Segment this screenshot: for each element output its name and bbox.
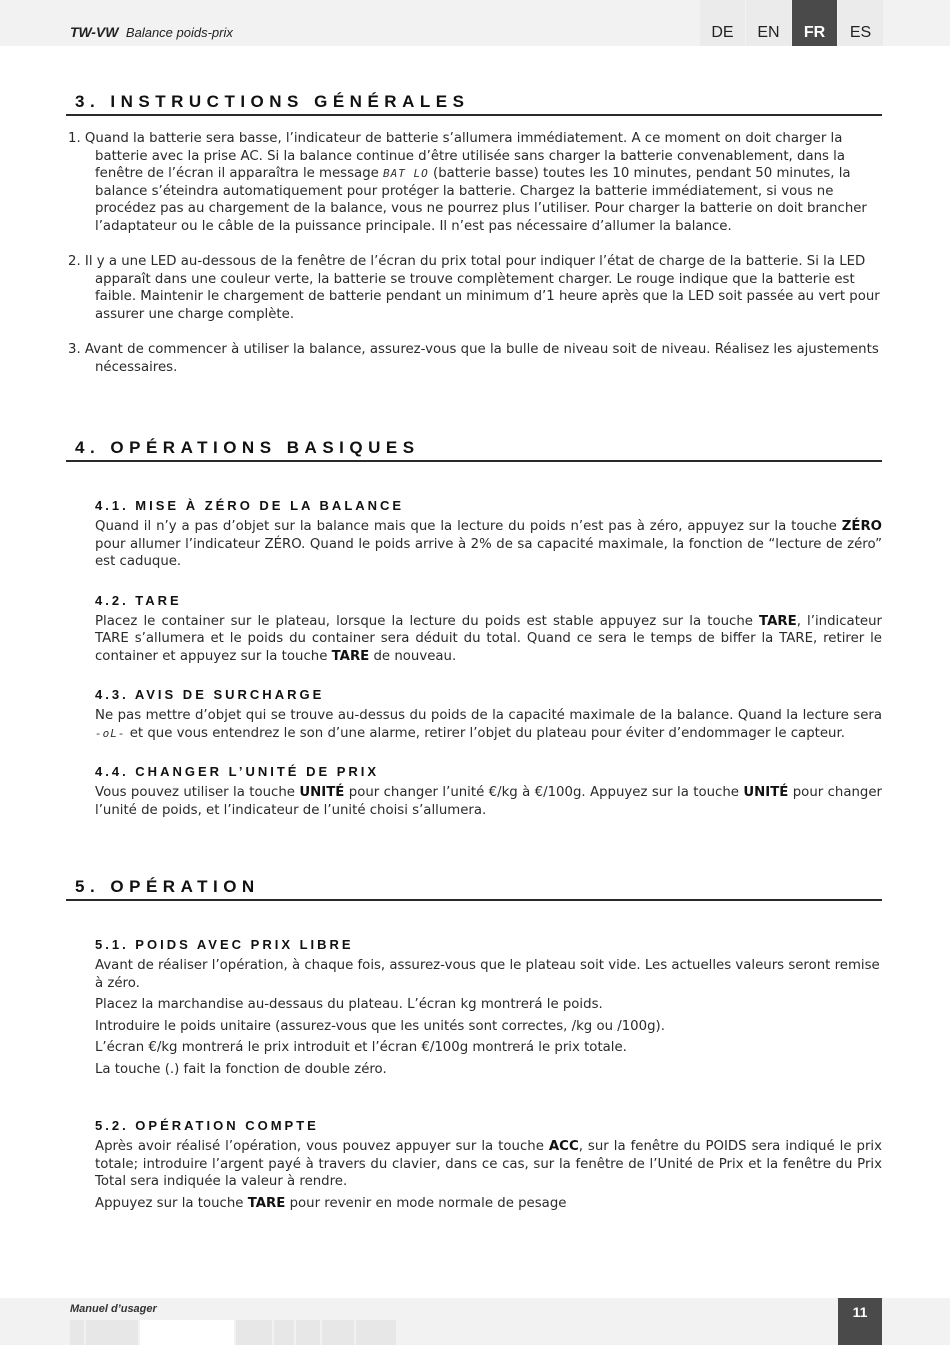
tab-lang-fr[interactable]: FR [792, 0, 837, 46]
lcd-overload: -oL- [95, 726, 126, 740]
paragraph-tare-text-c: de nouveau. [369, 648, 457, 664]
paragraph-zero-text-b: pour allumer l’indicateur ZÉRO. Quand le poids arrive à 2% de sa capacité maximale, la fonction de “lecture de zéro” est caduque. [95, 536, 882, 569]
paragraph-account-2-text-a: Appuyez sur la touche [95, 1195, 248, 1211]
footer-block [86, 1320, 138, 1345]
instruction-2-text: Il y a une LED au-dessous de la fenêtre de l’écran du prix total pour indiquer l’état de charge de la batterie. Si la LED apparaît dans une couleur verte, la batterie se trouve complètement charger. Le rouge indique que la batterie est faible. Maintenir le chargement de batterie pendant un minimum d’1 heure après que la LED soit passée au vert pour assurer une charge complète. [84, 254, 880, 322]
tab-lang-es[interactable]: ES [838, 0, 883, 46]
paragraph-tare-text-a: Placez le container sur le plateau, lorsque la lecture du poids est stable appuyez sur la touche [95, 613, 760, 629]
instruction-2 [66, 253, 882, 323]
footer-decoration [70, 1320, 398, 1345]
footer-block [274, 1320, 294, 1345]
paragraph-free-price-4: L’écran €/kg montrerá le prix introduit et l’écran €/100g montrerá le prix totale. [95, 1040, 627, 1055]
paragraph-overload-text-b: et que vous entendrez le son d’une alarme, retirer l’objet du plateau pour éviter d’endommager le capteur. [125, 725, 845, 741]
language-tabs [700, 0, 884, 46]
instruction-1-text-b: (batterie basse) toutes les 10 minutes, pendant 50 minutes, la balance s’éteindra automatiquement pour protéger la batterie. Chargez la batterie immédiatement, si vous ne procédez pas au chargement de la balance, vous ne pourrez plus l’utiliser. Pour charger la batterie on doit brancher l’adaptateur ou le câble de la puissance principale. Il n’est pas nécessaire d’allumer la balance. [95, 166, 867, 234]
paragraph-zero [95, 518, 882, 571]
instruction-3 [66, 341, 882, 376]
key-acc: ACC [548, 1139, 579, 1154]
footer-block [236, 1320, 272, 1345]
lcd-bat-lo: BAT LO [383, 167, 429, 180]
section-heading-basic-operations: 4. OPÉRATIONS BASIQUES [66, 438, 882, 462]
model-name: TW-VW [70, 24, 119, 40]
page-footer [0, 1298, 950, 1345]
brand [70, 24, 233, 42]
paragraph-tare-text-b: , l’indicateur TARE s’allumera et le poids du container sera déduit du total. Quand ce sera le temps de biffer la TARE, retirer le container et appuyez sur la touche [95, 613, 882, 664]
key-tare: TARE [759, 613, 797, 629]
key-unit: UNITÉ [743, 785, 789, 800]
paragraph-unit-text-b: pour changer l’unité €/kg à €/100g. Appuyez sur la touche [344, 785, 744, 800]
footer-block [356, 1320, 396, 1345]
page-header [0, 0, 950, 46]
instruction-1 [66, 130, 882, 235]
instruction-1-text-a: Quand la batterie sera basse, l’indicateur de batterie s’allumera immédiatement. A ce moment on doit charger la batterie avec la prise AC. Si la balance continue d’être utilisée sans charger la batterie convenablement, dans la fenêtre de l’écran il apparaîtra le message [84, 131, 846, 181]
paragraph-account-2 [95, 1195, 882, 1213]
subheading-overload: 4.3. AVIS DE SURCHARGE [95, 687, 325, 702]
subheading-account: 5.2. OPÉRATION COMPTE [95, 1118, 319, 1133]
paragraph-account-text-a: Après avoir réalisé l’opération, vous pouvez appuyer sur la touche [95, 1139, 549, 1154]
paragraph-account-2-text-b: pour revenir en mode normale de pesage [285, 1195, 567, 1211]
page-number: 11 [838, 1298, 882, 1345]
footer-block [296, 1320, 320, 1345]
tab-lang-de[interactable]: DE [700, 0, 745, 46]
footer-block [70, 1320, 84, 1345]
key-zero: ZÉRO [841, 519, 882, 534]
paragraph-tare [95, 613, 882, 666]
page-content [66, 92, 882, 1212]
subheading-tare: 4.2. TARE [95, 592, 182, 608]
list-number: 3. [68, 342, 85, 357]
key-tare: TARE [331, 648, 370, 664]
list-number: 1. [68, 131, 85, 146]
paragraph-account-1 [95, 1138, 882, 1191]
section-heading-instructions: 3. INSTRUCTIONS GÉNÉRALES [66, 92, 882, 116]
paragraph-zero-text-a: Quand il n’y a pas d’objet sur la balance mais que la lecture du poids n’est pas à zéro, appuyez sur la touche [95, 519, 842, 534]
paragraph-unit [95, 784, 882, 819]
footer-label: Manuel d’usager [70, 1303, 157, 1315]
tab-lang-en[interactable]: EN [746, 0, 791, 46]
paragraph-free-price-2: Placez la marchandise au-dessaus du plateau. L’écran kg montrerá le poids. [95, 997, 603, 1012]
key-unit: UNITÉ [299, 785, 345, 800]
paragraph-free-price-1: Avant de réaliser l’opération, à chaque fois, assurez-vous que le plateau soit vide. Les actuelles valeurs seront remise à zéro. [95, 958, 880, 991]
paragraph-overload-text-a: Ne pas mettre d’objet qui se trouve au-dessus du poids de la capacité maximale de la balance. Quand la lecture sera [95, 708, 882, 723]
paragraph-account-text-b: , sur la fenêtre du POIDS sera indiqué le prix totale; introduire l’argent payé à travers du clavier, dans ce cas, sur la fenêtre de l’Unité de Prix et la fenêtre du Prix Total sera indiquée la valeur à rendre. [95, 1139, 882, 1189]
paragraph-free-price-5: La touche (.) fait la fonction de double zéro. [95, 1061, 387, 1077]
document-subtitle: Balance poids-prix [125, 25, 233, 40]
subheading-unit: 4.4. CHANGER L’UNITÉ DE PRIX [95, 764, 380, 779]
footer-block [140, 1320, 234, 1345]
footer-block [322, 1320, 354, 1345]
paragraph-unit-text-a: Vous pouvez utiliser la touche [95, 785, 300, 800]
subheading-zero: 4.1. MISE À ZÉRO DE LA BALANCE [95, 498, 405, 513]
instruction-3-text: Avant de commencer à utiliser la balance, assurez-vous que la bulle de niveau soit de niveau. Réalisez les ajustements nécessaires. [84, 342, 879, 375]
paragraph-free-price-3: Introduire le poids unitaire (assurez-vous que les unités sont correctes, /kg ou /100g). [95, 1018, 665, 1034]
section-heading-operation: 5. OPÉRATION [66, 877, 882, 901]
paragraph-unit-text-c: pour changer l’unité de poids, et l’indicateur de l’unité choisi s’allumera. [95, 785, 882, 818]
key-tare: TARE [247, 1195, 286, 1211]
list-number: 2. [68, 254, 85, 269]
subheading-free-price: 5.1. POIDS AVEC PRIX LIBRE [95, 937, 354, 952]
paragraph-overload [95, 707, 882, 742]
